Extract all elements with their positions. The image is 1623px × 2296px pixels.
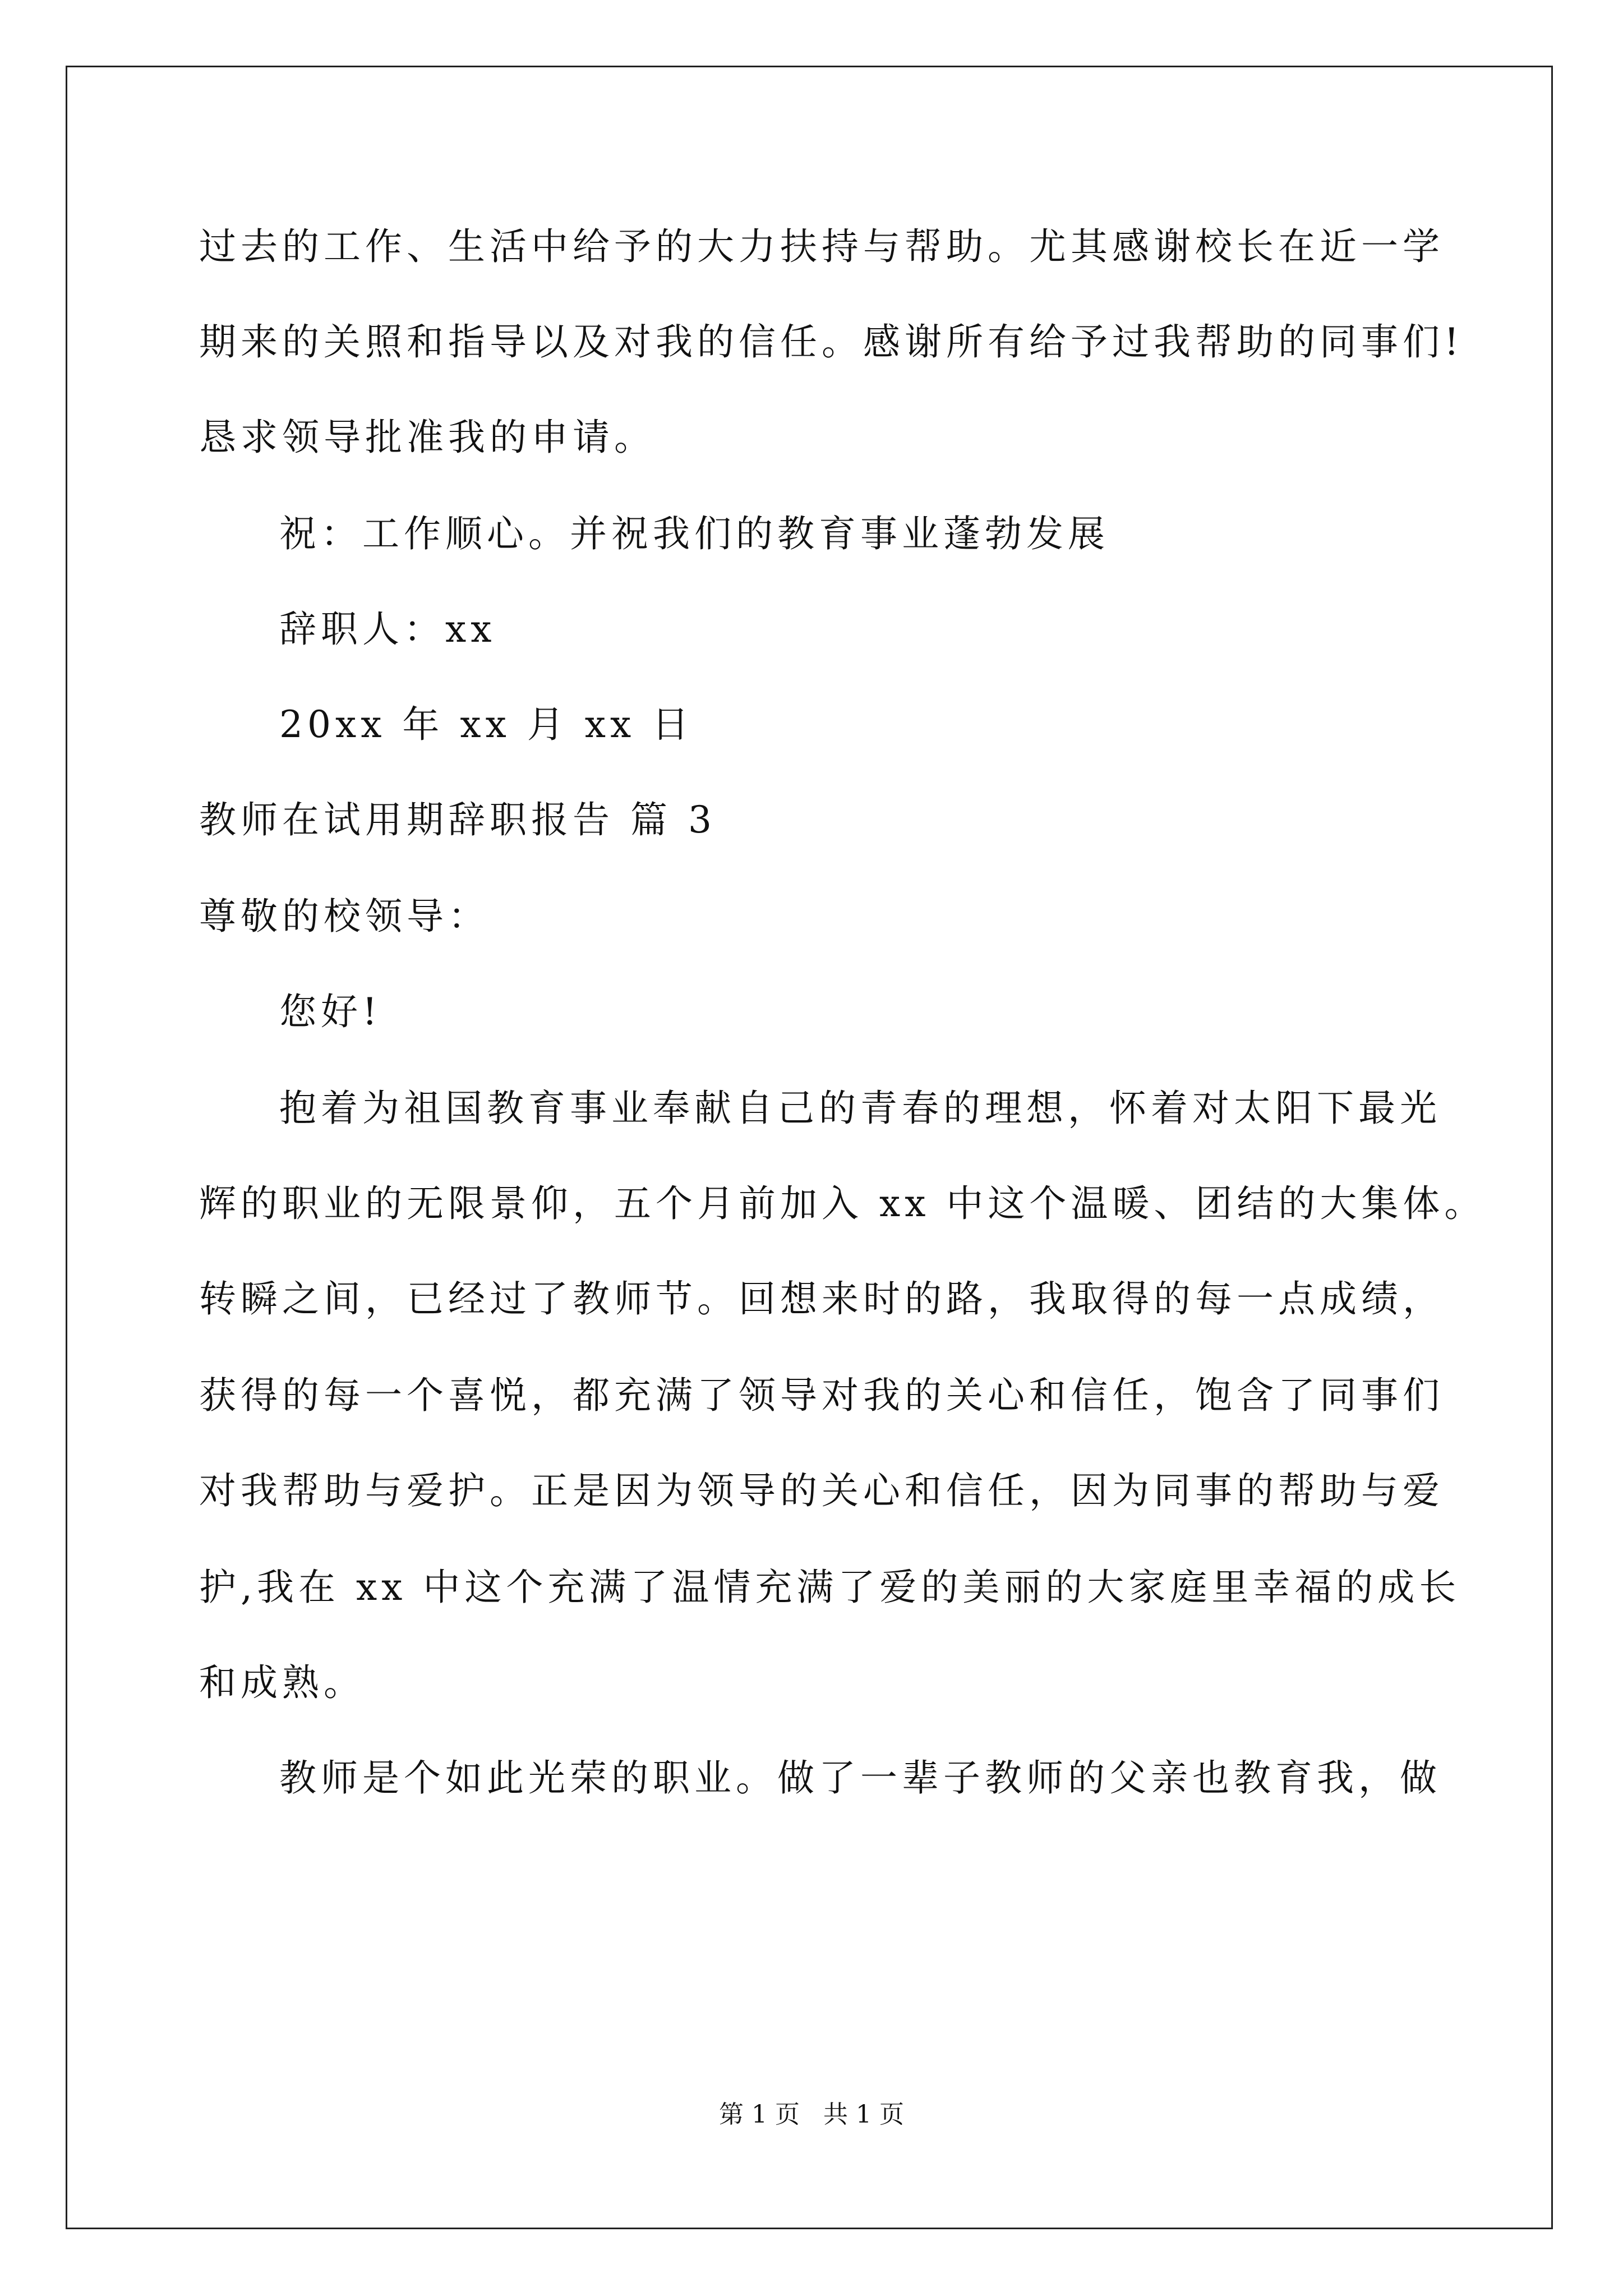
body-line: 抱着为祖国教育事业奉献自己的青春的理想，怀着对太阳下最光 xyxy=(279,1087,1441,1130)
body-line: 对我帮助与爱护。正是因为领导的关心和信任，因为同事的帮助与爱 xyxy=(199,1469,1444,1512)
body-line: 恳求领导批准我的申请。 xyxy=(199,416,656,459)
page-border xyxy=(66,66,1553,2229)
body-line: 教师是个如此光荣的职业。做了一辈子教师的父亲也教育我，做 xyxy=(279,1756,1441,1800)
date-line: 20xx 年 xx 月 xx 日 xyxy=(279,703,694,746)
body-line: 获得的每一个喜悦，都充满了领导对我的关心和信任，饱含了同事们 xyxy=(199,1374,1444,1417)
page-footer: 第 1 页 共 1 页 xyxy=(719,2100,904,2129)
body-line: 转瞬之间，已经过了教师节。回想来时的路，我取得的每一点成绩， xyxy=(199,1277,1444,1320)
body-line: 和成熟。 xyxy=(199,1661,365,1704)
closing-wish: 祝：工作顺心。并祝我们的教育事业蓬勃发展 xyxy=(279,512,1109,555)
body-line: 护,我在 xx 中这个充满了温情充满了爱的美丽的大家庭里幸福的成长 xyxy=(199,1566,1461,1609)
greeting: 您好! xyxy=(279,990,382,1033)
signature-line: 辞职人：xx xyxy=(279,608,496,651)
body-line: 辉的职业的无限景仰，五个月前加入 xx 中这个温暖、团结的大集体。 xyxy=(199,1182,1486,1225)
body-line: 过去的工作、生活中给予的大力扶持与帮助。尤其感谢校长在近一学 xyxy=(199,225,1444,268)
section-heading: 教师在试用期辞职报告 篇 3 xyxy=(199,798,716,841)
salutation: 尊敬的校领导： xyxy=(199,895,490,938)
body-line: 期来的关照和指导以及对我的信任。感谢所有给予过我帮助的同事们! xyxy=(199,320,1464,364)
